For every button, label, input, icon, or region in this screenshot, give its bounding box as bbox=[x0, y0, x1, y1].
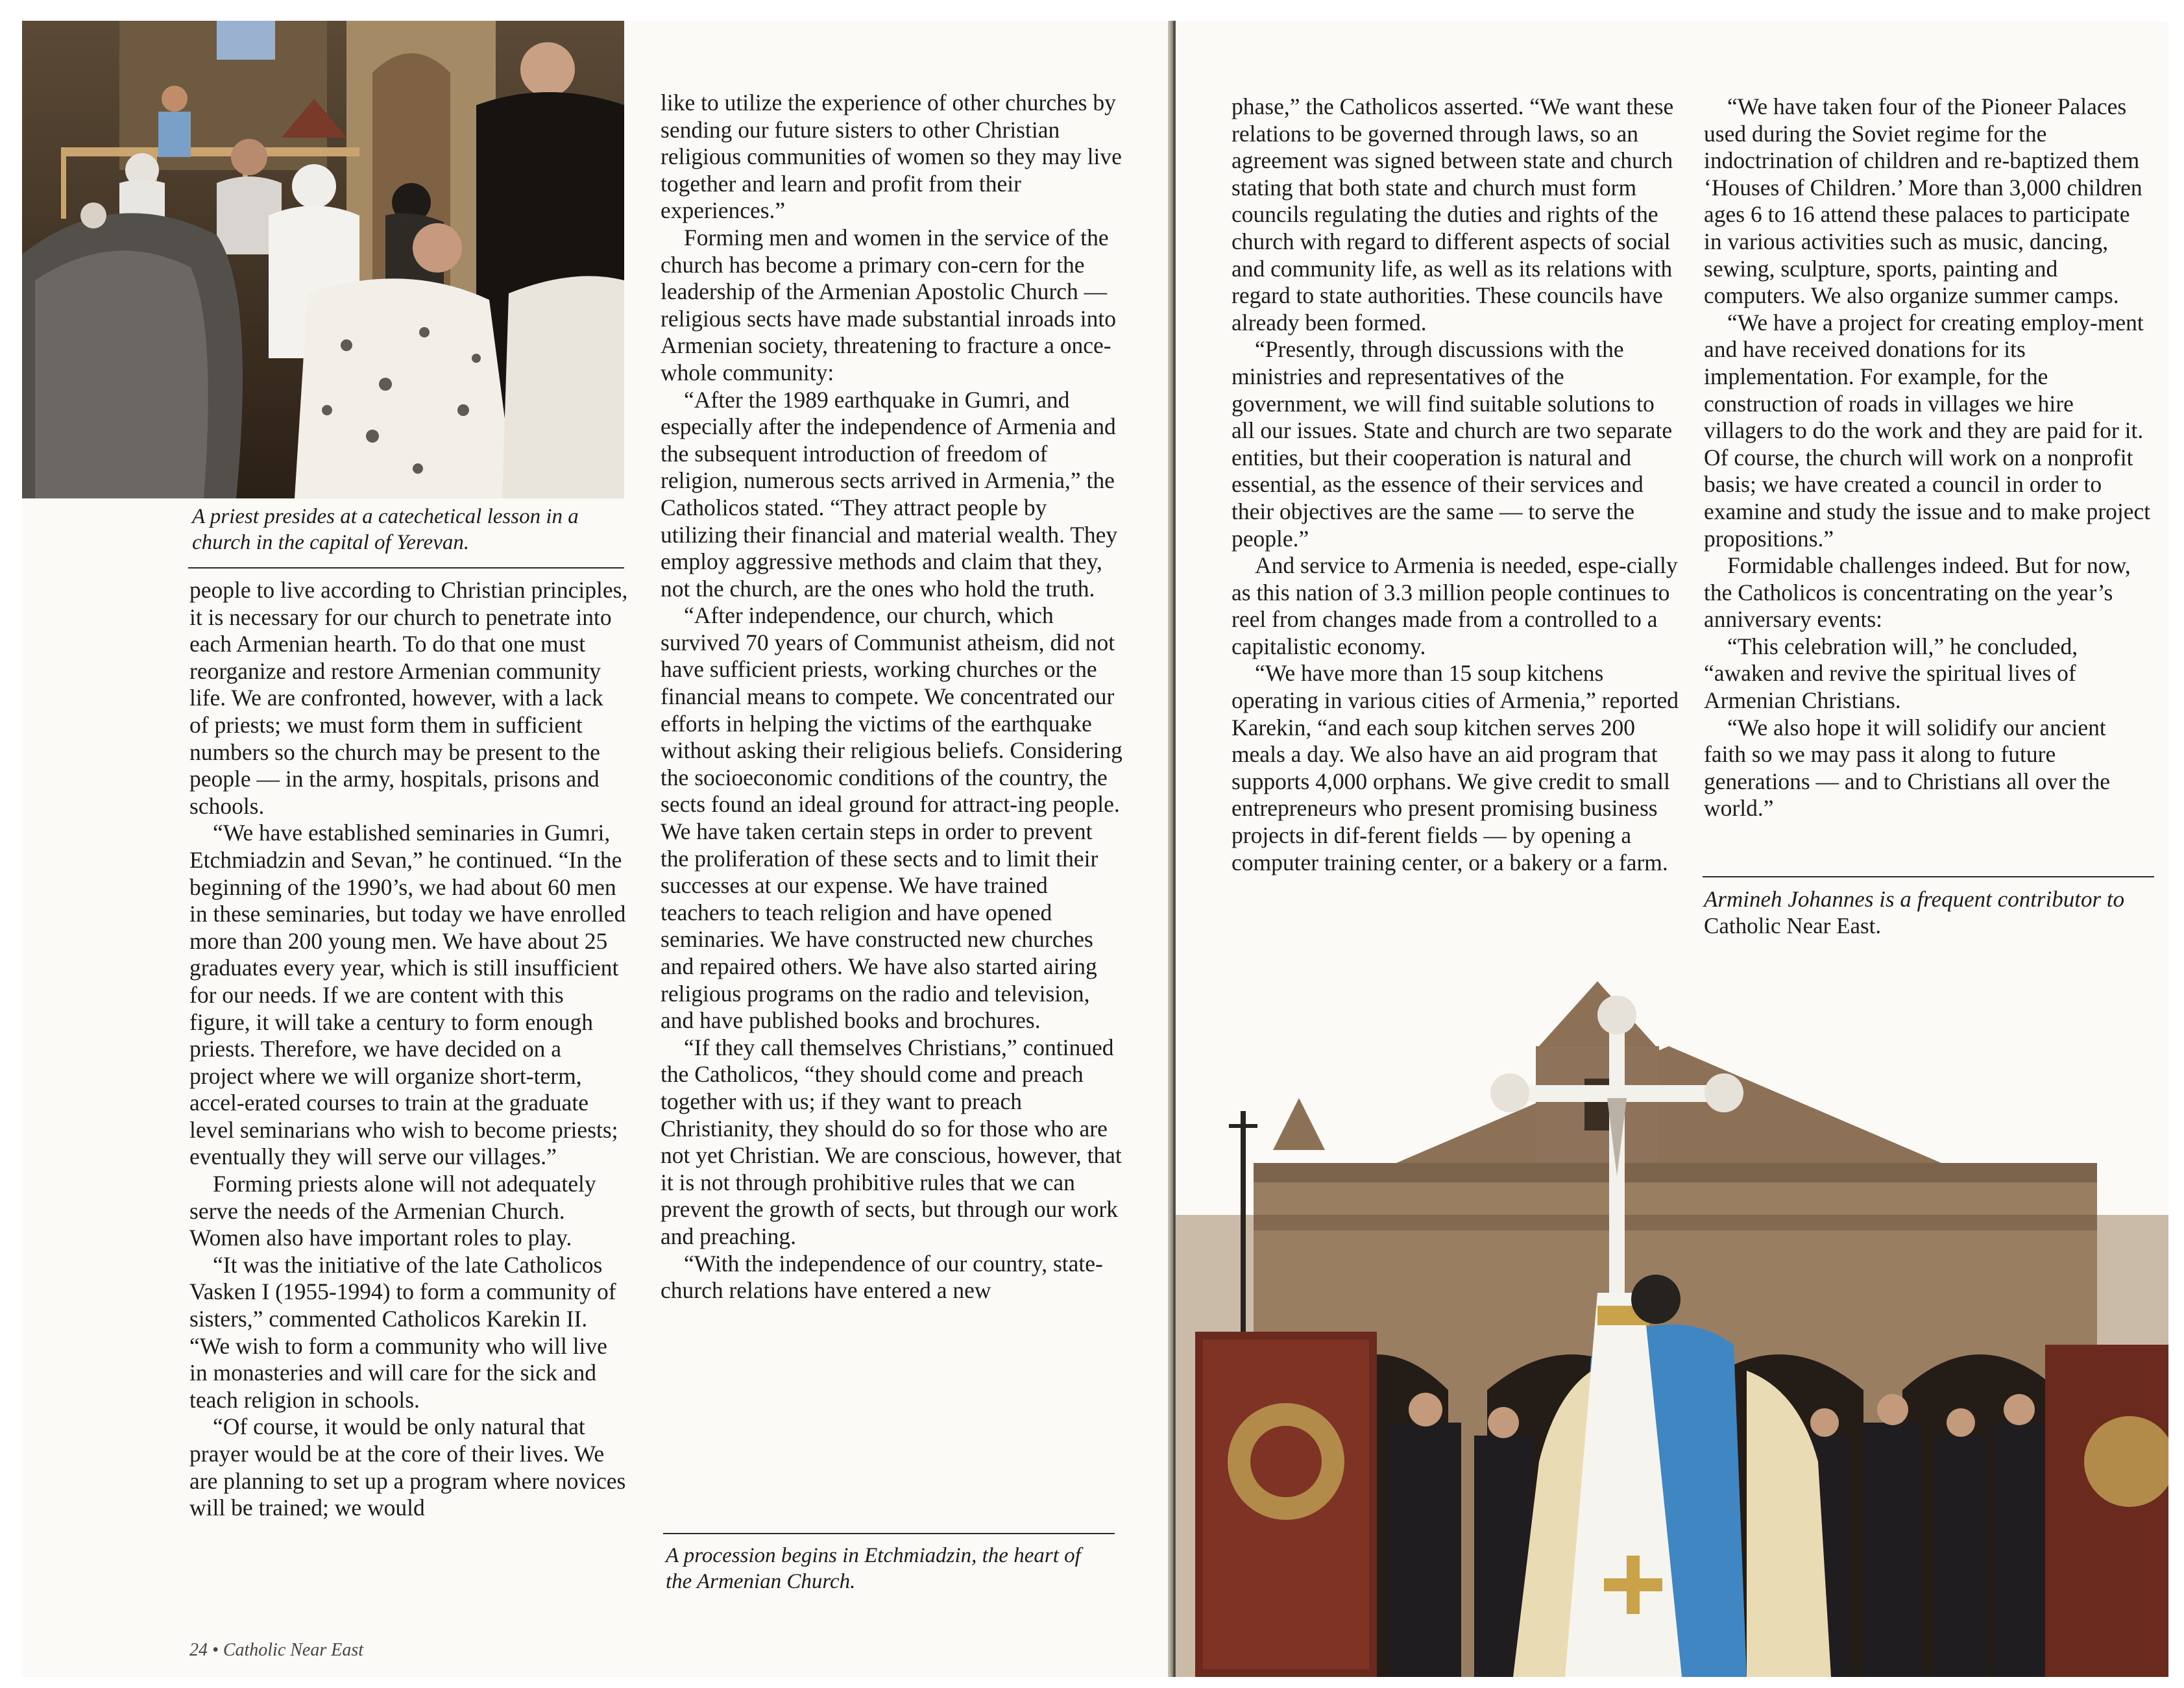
paragraph: Forming priests alone will not adequately serve the needs of the Armenian Church. Women also have important roles to play. bbox=[189, 1171, 596, 1251]
article-column-1 bbox=[189, 577, 628, 1522]
paragraph: phase,” the Catholicos asserted. “We want these relations to be governed through laws, so an agreement was signed between state and church stating that both state and church must form councils regulating the duties and rights of the church with regard to different aspects of social and community life, as well as its relations with regard to state authorities. These councils have already been formed. bbox=[1232, 93, 1674, 336]
author-note-magazine: Catholic Near East. bbox=[1704, 913, 1882, 938]
paragraph: “We have taken four of the Pioneer Palaces used during the Soviet regime for the indoctrination of children and re-baptized them ‘Houses of Children.’ More than 3,000 children ages 6 to 16 attend these palaces to participate in various activities such as music, dancing, sewing, sculpture, sports, painting and computers. We also organize summer camps. bbox=[1704, 93, 2142, 309]
photo-caption-procession: A procession begins in Etchmiadzin, the heart of the Armenian Church. bbox=[666, 1544, 1081, 1593]
procession-illustration bbox=[1176, 968, 2168, 1677]
caption-rule bbox=[188, 567, 624, 569]
paragraph: “Presently, through discussions with the ministries and representatives of the government, we will find suitable solutions to all our issues. State and church are two separate entities, but their cooperation is natural and essential, as the essence of their services and their objectives are the same — to serve the people.” bbox=[1232, 336, 1673, 552]
author-note bbox=[1704, 886, 2152, 939]
paragraph: “With the independence of our country, state-church relations have entered a new bbox=[661, 1250, 1103, 1304]
author-note-rule bbox=[1703, 876, 2154, 877]
catechetical-lesson-photo bbox=[22, 21, 624, 498]
paragraph: “We have established seminaries in Gumri, Etchmiadzin and Sevan,” he continued. “In the beginning of the 1990’s, we had about 60 men in these seminaries, but today we have enrolled more than 200 young men. We have about 25 graduates every year, which is still insufficient for our needs. If we are content with this figure, it will take a century to form enough priests. Therefore, we have decided on a project where we will organize short-term, accel-erated courses to train at the graduate level seminarians who wish to become priests; eventually they will serve our villages.” bbox=[189, 820, 626, 1170]
paragraph: “If they call themselves Christians,” continued the Catholicos, “they should come and preach together with us; if they want to preach Christianity, they should do so for those who are not yet Christian. We are conscious, however, that it is not through prohibitive rules that we can prevent the growth of sects, but through our work and preaching. bbox=[661, 1034, 1122, 1249]
paragraph: “After the 1989 earthquake in Gumri, and especially after the independence of Armenia and the subsequent introduction of freedom of religion, numerous sects arrived in Armenia,” the Catholicos stated. “They attract people by utilizing their financial and material wealth. They employ aggressive methods and claim that they, not the church, are the ones who hold the truth. bbox=[661, 386, 1118, 602]
left-page bbox=[22, 21, 1172, 1677]
article-column-4 bbox=[1704, 93, 2153, 822]
footer-bullet: • bbox=[212, 1640, 219, 1660]
bottom-caption-rule bbox=[663, 1533, 1115, 1534]
photo-caption-catechetical: A priest presides at a catechetical lesson in a church in the capital of Yerevan. bbox=[192, 505, 579, 554]
right-page bbox=[1176, 21, 2168, 1677]
paragraph: “It was the initiative of the late Catholicos Vasken I (1955-1994) to form a community of sisters,” commented Catholicos Karekin II. “We wish to form a community who will live in monasteries and will care for the sick and teach religion in schools. bbox=[189, 1251, 616, 1413]
page-number: 24 bbox=[189, 1640, 208, 1660]
paragraph: “Of course, it would be only natural that prayer would be at the core of their lives. We are planning to set up a program where novices will be trained; we would bbox=[189, 1413, 626, 1521]
article-column-3 bbox=[1232, 93, 1680, 876]
paragraph: “We have a project for creating employ-ment and have received donations for its implementation. For example, for the construction of roads in villages we hire villagers to do the work and they are paid for it. Of course, the church will work on a nonprofit basis; we have created a council in order to examine and study the issue and to make project propositions.” bbox=[1704, 309, 2151, 552]
paragraph: “This celebration will,” he concluded, “awaken and revive the spiritual lives of Armenian Christians. bbox=[1704, 633, 2078, 714]
paragraph: And service to Armenia is needed, espe-cially as this nation of 3.3 million people continues to reel from changes made from a controlled to a capitalistic economy. bbox=[1232, 552, 1678, 659]
procession-photo bbox=[1176, 968, 2168, 1677]
page-footer bbox=[189, 1640, 363, 1661]
magazine-name: Catholic Near East bbox=[223, 1640, 364, 1660]
paragraph: “After independence, our church, which survived 70 years of Communist atheism, did not have sufficient priests, working churches or the financial means to compete. We concentrated our efforts in helping the victims of the earthquake without asking their religious beliefs. Considering the socioeconomic conditions of the country, the sects found an ideal ground for attract-ing people. We have taken certain steps in order to prevent the proliferation of these sects and to limit their successes at our expense. We have trained teachers to teach religion and have opened seminaries. We have constructed new churches and repaired others. We have also started airing religious programs on the radio and television, and have published books and brochures. bbox=[661, 602, 1122, 1034]
paragraph: “We have more than 15 soup kitchens operating in various cities of Armenia,” reported Karekin, “and each soup kitchen serves 200 meals a day. We also have an aid program that supports 4,000 orphans. We give credit to small entrepreneurs who present promising business projects in dif-ferent fields — by opening a computer training center, or a bakery or a farm. bbox=[1232, 660, 1679, 875]
paragraph: Forming men and women in the service of the church has become a primary con-cern for the leadership of the Armenian Apostolic Church — religious sects have made substantial inroads into Armenian society, threatening to fracture a once-whole community: bbox=[661, 224, 1116, 385]
church-interior-illustration bbox=[22, 21, 624, 498]
paragraph: people to live according to Christian principles, it is necessary for our church to penetrate into each Armenian hearth. To do that one must reorganize and restore Armenian community life. We are confronted, however, with a lack of priests; we must form them in sufficient numbers so the church may be present to the people — in the army, hospitals, prisons and schools. bbox=[189, 577, 628, 819]
author-note-text: Armineh Johannes is a frequent contributor to bbox=[1704, 887, 2125, 912]
paragraph: Formidable challenges indeed. But for now, the Catholicos is concentrating on the year’s anniversary events: bbox=[1704, 552, 2131, 633]
paragraph: “We also hope it will solidify our ancient faith so we may pass it along to future generations — and to Christians all over the world.” bbox=[1704, 714, 2111, 822]
article-column-2 bbox=[661, 90, 1122, 1304]
paragraph: like to utilize the experience of other churches by sending our future sisters to other Christian religious communities of women so they may live together and learn and profit from their experiences.” bbox=[661, 90, 1122, 224]
